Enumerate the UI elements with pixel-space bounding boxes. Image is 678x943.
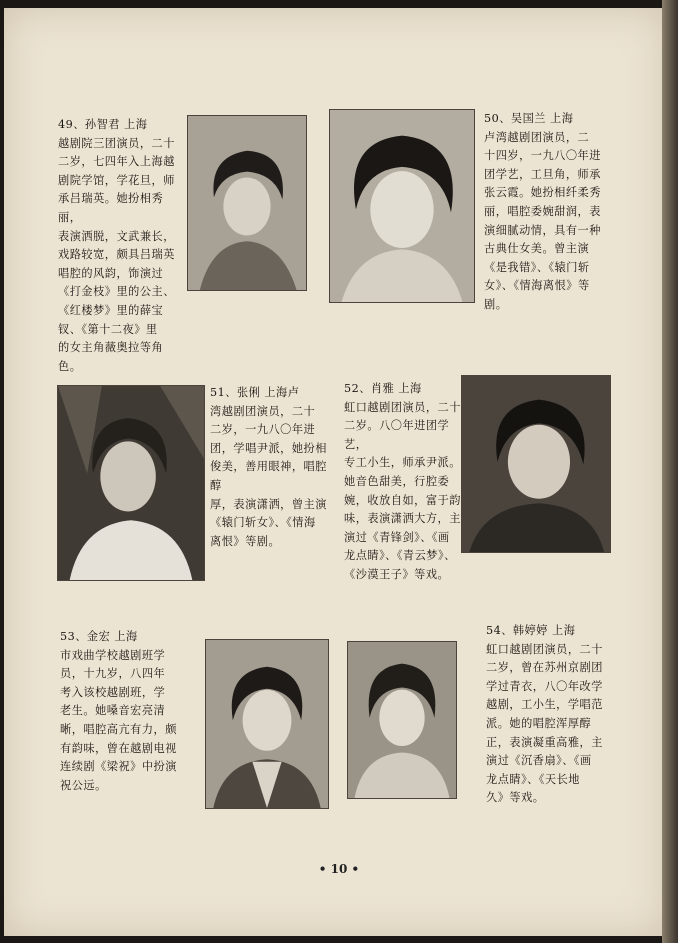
bio-text-53: 53、金宏 上海 市戏曲学校越剧班学 员，十九岁，八四年 考入该校越剧班，学 老生。她嗓音宏亮清 晰，唱腔高亢有力，颇 有韵味，曾在越剧电视 连续剧《梁祝》中扮演 祝公远。 [60,630,177,792]
portrait-photo-51 [58,386,204,580]
bio-text-49: 49、孙智君 上海 越剧院三团演员，二十 二岁，七四年入上海越 剧院学馆，学花旦，师 承吕瑞英。她扮相秀丽， 表演洒脱，文武兼长， 戏路较宽，颇具吕瑞英 唱腔的风韵，饰演过 《打金枝》里的公主、 《红楼梦》里的薛宝 钗、《第十二夜》里 的女主角薇奥拉等角 色。 [58,118,175,373]
bio-text-54: 54、韩婷婷 上海 虹口越剧团演员，二十 二岁，曾在苏州京剧团 学过青衣，八〇年改学 越剧，工小生，学唱范 派。她的唱腔浑厚醇 正，表演凝重高雅，主 演过《沉香扇》、《画 龙点睛》、《天长地 久》等戏。 [486,624,603,805]
bio-text-52: 52、肖雅 上海 虹口越剧团演员，二十 二岁。八〇年进团学艺， 专工小生，师承尹派。 她音色甜美，行腔委 婉，收放自如，富于韵 味，表演潇洒大方，主 演过《青锋剑》、《画 龙点睛》、《青云梦》、 《沙漠王子》等戏。 [344,382,461,581]
bio-text-50: 50、吴国兰 上海 卢湾越剧团演员，二 十四岁，一九八〇年进 团学艺，工旦角，师承 张云霞。她扮相纤柔秀 丽，唱腔委婉甜润，表 演细腻动情，具有一种 古典仕女美。曾主演 《是我错》、《辕门斩 女》、《情海离恨》等 剧。 [484,112,601,311]
bio-text-51: 51、张俐 上海卢 湾越剧团演员，二十 二岁，一九八〇年进 团，学唱尹派，她扮相 俊美，善用眼神，唱腔醇 厚，表演潇洒，曾主演 《辕门斩女》、《情海 离恨》等剧。 [210,386,327,548]
portrait-photo-54 [348,642,456,798]
page-number: • 10 • [318,862,360,876]
portrait-photo-49 [188,116,306,290]
portrait-photo-52 [462,376,610,552]
portrait-photo-50 [330,110,474,302]
page-edge [662,0,678,943]
portrait-photo-53 [206,640,328,808]
